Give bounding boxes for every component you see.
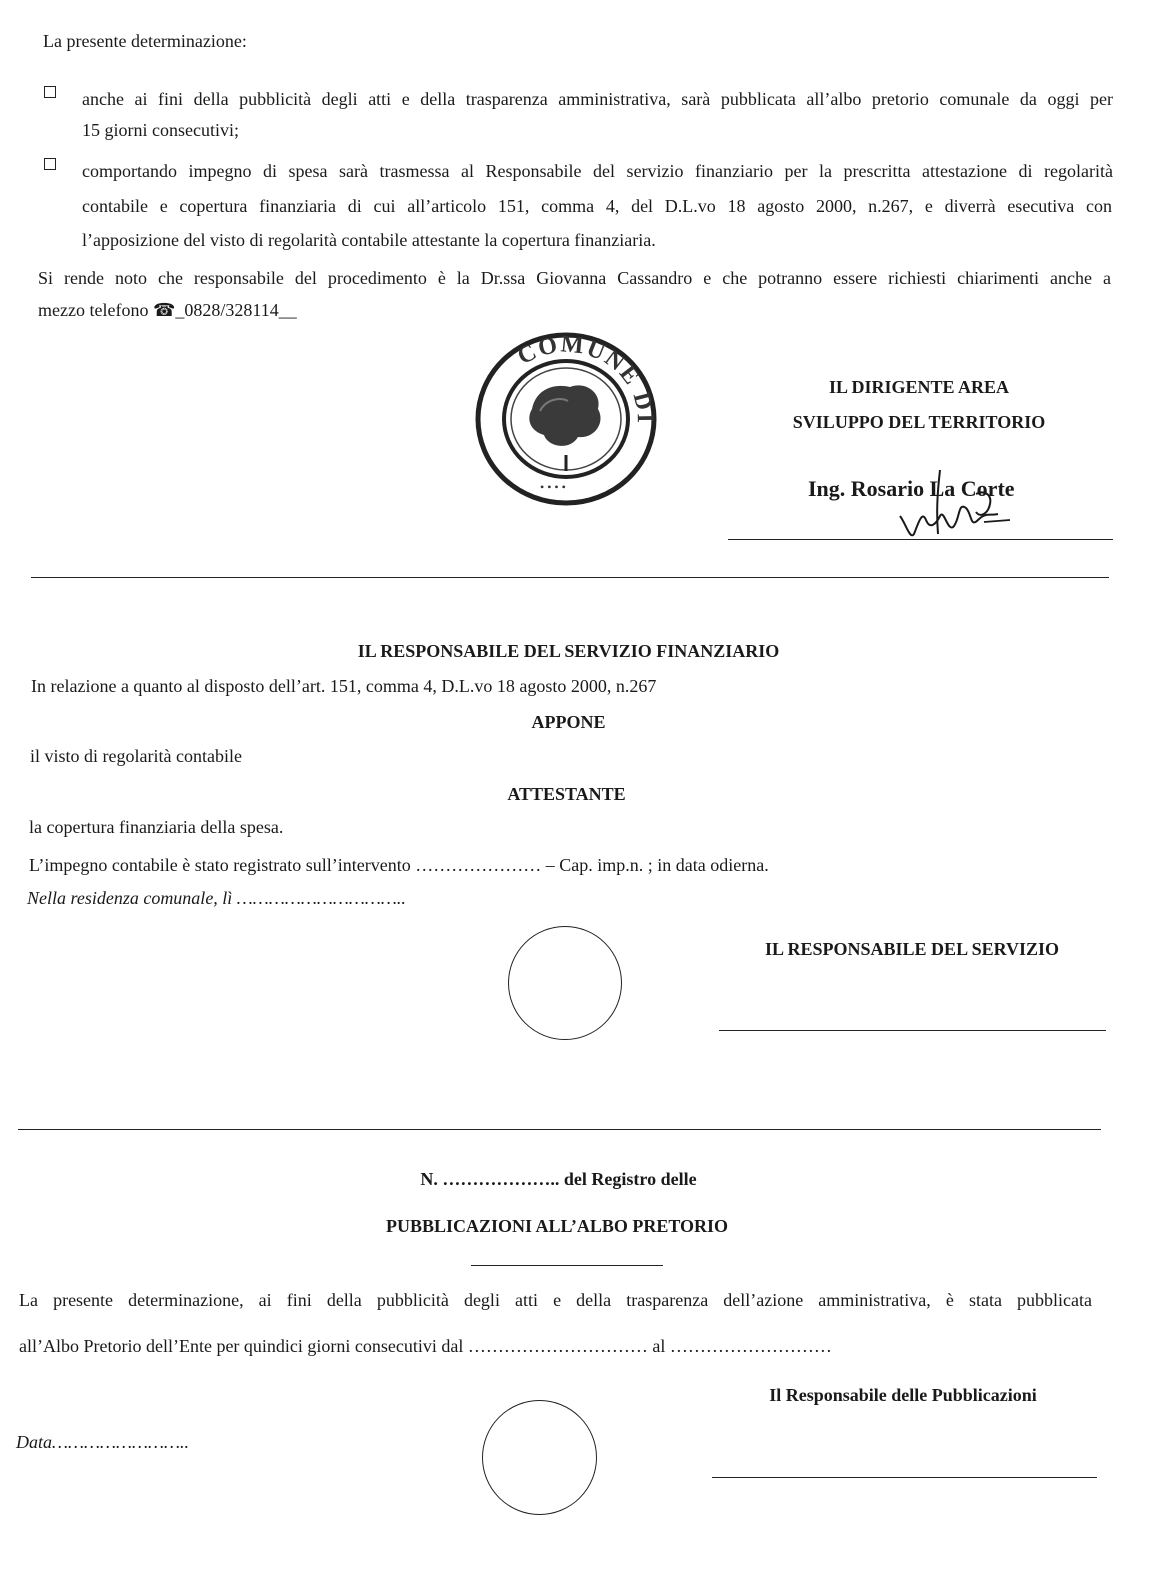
section-divider-2 xyxy=(18,1129,1101,1130)
item-2-line-3: l’apposizione del visto di regolarità contabile attestante la copertura finanziaria. xyxy=(82,230,656,250)
copertura-text: la copertura finanziaria della spesa. xyxy=(29,817,284,837)
publication-date-text: Data…………………….. xyxy=(16,1432,190,1452)
dirigente-title-line-1: IL DIRIGENTE AREA xyxy=(828,377,1010,397)
attestante-heading: ATTESTANTE xyxy=(507,784,626,804)
publication-stamp-placeholder xyxy=(482,1400,597,1515)
publication-text-line-1: La presente determinazione, ai fini della pubblicità degli atti e della trasparenza dell’azione amministrativa, è stata pubblicata xyxy=(19,1290,1092,1310)
item-2-line-2: contabile e copertura finanziaria di cui all’articolo 151, comma 4, del D.L.vo 18 agosto 2000, n.267, e diverrà esecutiva con xyxy=(82,196,1112,216)
publication-signature-line xyxy=(712,1477,1097,1478)
visto-text: il visto di regolarità contabile xyxy=(30,746,242,766)
svg-text:• • • •: • • • • xyxy=(540,480,566,494)
responsible-notice-line-1: Si rende noto che responsabile del procedimento è la Dr.ssa Giovanna Cassandro e che potranno essere richiesti chiarimenti anche a xyxy=(38,268,1111,288)
publication-text-line-2: all’Albo Pretorio dell’Ente per quindici giorni consecutivi dal ………………………… al ……………………… xyxy=(19,1336,832,1356)
responsible-notice-line-2: mezzo telefono ☎_0828/328114__ xyxy=(38,300,297,320)
finance-relation-text: In relazione a quanto al disposto dell’art. 151, comma 4, D.L.vo 18 agosto 2000, n.267 xyxy=(31,676,657,696)
checkbox-spending-commitment[interactable] xyxy=(44,158,56,170)
item-1-line-2: 15 giorni consecutivi; xyxy=(82,120,239,140)
dirigente-signature-line xyxy=(728,539,1113,540)
publication-heading: PUBBLICAZIONI ALL’ALBO PRETORIO xyxy=(385,1216,729,1236)
publication-signer-title: Il Responsabile delle Pubblicazioni xyxy=(769,1385,1037,1405)
dirigente-name: Ing. Rosario La Corte xyxy=(808,476,1015,501)
dirigente-title-line-2: SVILUPPO DEL TERRITORIO xyxy=(792,412,1046,432)
section-divider-1 xyxy=(31,577,1109,578)
item-2-line-1: comportando impegno di spesa sarà trasmessa al Responsabile del servizio finanziario per la prescritta attestazione di regolarità xyxy=(82,161,1113,181)
finance-stamp-placeholder xyxy=(508,926,622,1040)
impegno-text: L’impegno contabile è stato registrato sull’intervento ………………… – Cap. imp.n. ; in data odierna. xyxy=(29,855,769,875)
checkbox-publication[interactable] xyxy=(44,86,56,98)
seal-ring-text: COMUNE DI xyxy=(513,331,658,425)
finance-signature-line xyxy=(719,1030,1106,1031)
handwritten-signature xyxy=(880,464,1020,544)
municipal-seal-stamp xyxy=(474,331,658,507)
registro-text: N. ……………….. del Registro delle xyxy=(420,1169,697,1189)
appone-heading: APPONE xyxy=(531,712,606,732)
finance-heading: IL RESPONSABILE DEL SERVIZIO FINANZIARIO xyxy=(357,641,780,661)
item-1-line-1: anche ai fini della pubblicità degli atti e della trasparenza amministrativa, sarà pubblicata all’albo pretorio comunale da oggi per xyxy=(82,89,1113,109)
publication-heading-underline xyxy=(471,1265,663,1266)
intro-text: La presente determinazione: xyxy=(43,31,247,51)
residenza-text: Nella residenza comunale, lì ………………………….. xyxy=(27,888,406,908)
finance-signer-title: IL RESPONSABILE DEL SERVIZIO xyxy=(765,939,1059,959)
